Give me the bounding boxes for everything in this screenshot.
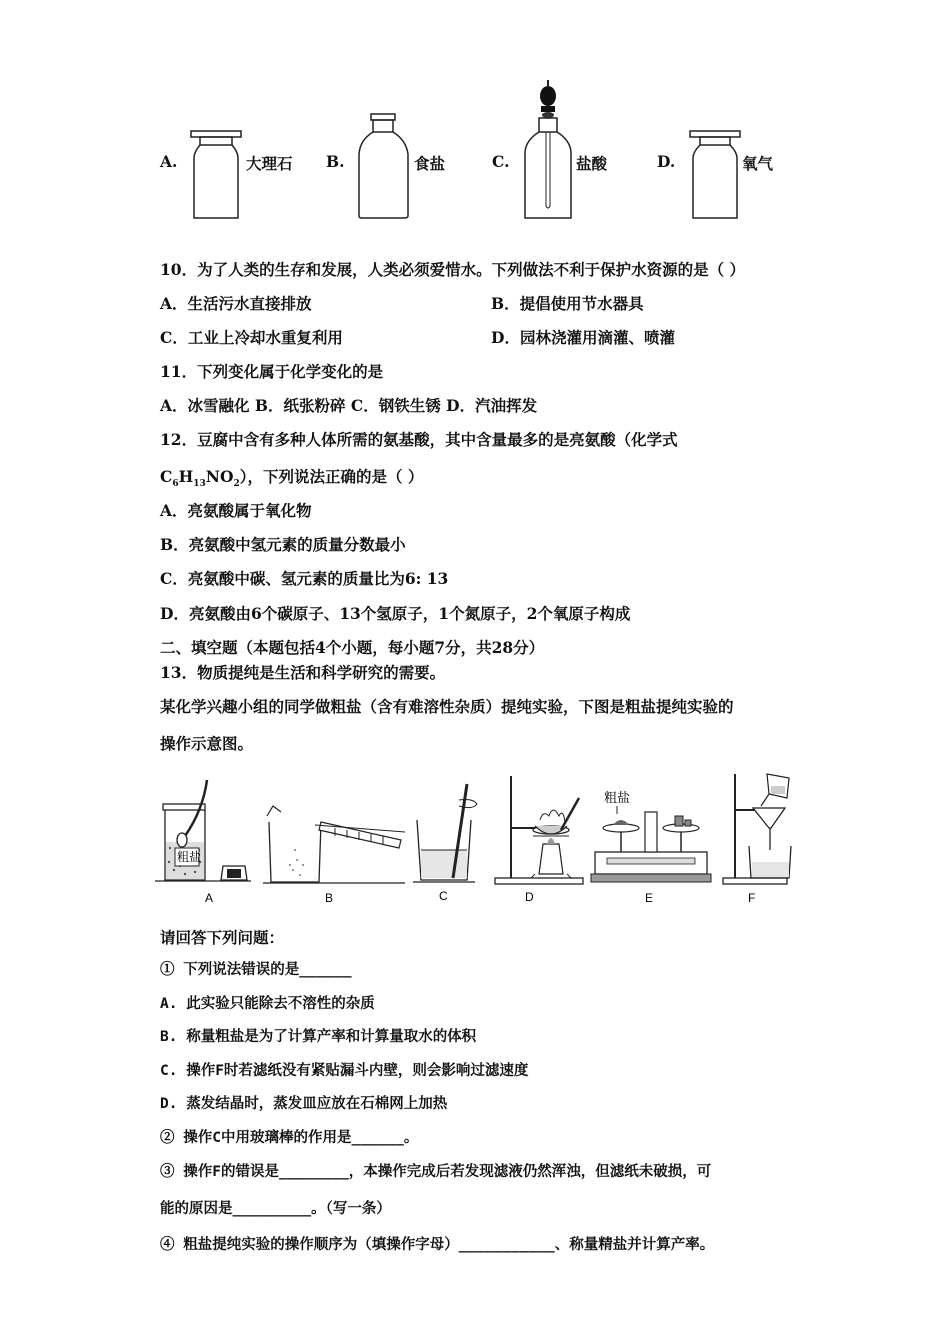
q13-part-1: ① 下列说法错误的是______ (160, 962, 352, 978)
q12-option-a: A．亮氨酸属于氧化物 (160, 501, 312, 520)
option-name-d: 氧气 (742, 154, 774, 173)
q12-stem: 12．豆腐中含有多种人体所需的氨基酸，其中含量最多的是亮氨酸（化学式 (160, 430, 678, 449)
formula-c-sub: 6 (172, 479, 179, 490)
option-name-b: 食盐 (414, 154, 446, 173)
q11-options: A．冰雪融化 B．纸张粉碎 C．钢铁生锈 D．汽油挥发 (160, 396, 538, 415)
formula-no: NO (205, 467, 234, 486)
q13-part-1-option-d: D. 蒸发结晶时，蒸发皿应放在石棉网上加热 (160, 1096, 448, 1112)
q12-option-b: B．亮氨酸中氢元素的质量分数最小 (160, 535, 406, 554)
q13-part-3-line-1: ③ 操作F的错误是________，本操作完成后若发现滤液仍然浑浊，但滤纸未破损，可 (160, 1164, 712, 1180)
q13-part-3-line-2: 能的原因是_________。（写一条） (160, 1201, 391, 1217)
q13-intro-2: 操作示意图。 (160, 734, 254, 753)
figure-label-b: B (325, 891, 334, 905)
q10-option-d: D．园林浇灌用滴灌、喷灌 (491, 328, 675, 347)
section-heading: 二、填空题（本题包括4个小题，每小题7分，共28分） (160, 638, 545, 657)
formula-c: C (160, 467, 173, 486)
q12-option-d: D．亮氨酸由6个碳原子、13个氢原子，1个氮原子，2个氧原子构成 (160, 604, 631, 623)
option-name-a: 大理石 (246, 154, 293, 173)
formula-h-sub: 13 (193, 479, 206, 490)
narrow-mouth-bottle-icon (356, 112, 412, 220)
gas-jar-icon (688, 128, 744, 220)
figure-d-evaporate-icon (495, 776, 583, 884)
q10-option-a: A．生活污水直接排放 (160, 294, 312, 313)
wide-mouth-bottle-icon (188, 128, 246, 220)
option-letter-c: C. (492, 152, 510, 171)
q13-part-1-option-c: C. 操作F时若滤纸没有紧贴漏斗内壁，则会影响过滤速度 (160, 1063, 529, 1079)
figure-label-d: D (525, 890, 534, 904)
q10-stem: 10．为了人类的生存和发展，人类必须爱惜水。下列做法不利于保护水资源的是（ ） (160, 260, 745, 279)
salt-purification-figure (155, 770, 795, 910)
figure-label-e: E (645, 891, 654, 905)
figure-a-jar-icon (163, 780, 247, 880)
formula-h: H (178, 467, 194, 486)
option-letter-b: B. (326, 152, 345, 171)
q13-part-1-option-a: A. 此实验只能除去不溶性的杂质 (160, 996, 375, 1012)
option-name-c: 盐酸 (576, 154, 608, 173)
q10-option-c: C．工业上冷却水重复利用 (160, 328, 343, 347)
q10-option-b: B．提倡使用节水器具 (491, 294, 644, 313)
q13-part-2: ② 操作C中用玻璃棒的作用是______。 (160, 1130, 419, 1146)
q13-prompt: 请回答下列问题： (160, 928, 285, 947)
figure-c-dissolve-icon (417, 784, 477, 880)
balance-label: 粗盐 (604, 791, 631, 806)
figure-label-c: C (439, 889, 448, 903)
figure-f-filter-icon (723, 774, 791, 884)
q13-stem: 13．物质提纯是生活和科学研究的需要。 (160, 663, 446, 682)
q13-part-1-option-b: B. 称量粗盐是为了计算产率和计算量取水的体积 (160, 1029, 477, 1045)
q12-option-c: C．亮氨酸中碳、氢元素的质量比为6: 13 (160, 569, 449, 588)
q13-intro-1: 某化学兴趣小组的同学做粗盐（含有难溶性杂质）提纯实验，下图是粗盐提纯实验的 (160, 697, 734, 716)
figure-b-pour-water-icon (267, 806, 405, 882)
figure-label-f: F (748, 891, 756, 905)
q12-formula-line (160, 466, 423, 495)
figure-e-balance-icon (591, 806, 711, 882)
option-letter-a: A. (160, 152, 178, 171)
q11-stem: 11．下列变化属于化学变化的是 (160, 362, 384, 381)
dropper-bottle-icon (522, 78, 574, 220)
q13-part-4: ④ 粗盐提纯实验的操作顺序为（填操作字母）___________、称量精盐并计算产率。 (160, 1237, 715, 1253)
jar-label: 粗盐 (177, 850, 202, 864)
option-letter-d: D. (657, 152, 676, 171)
figure-label-a: A (205, 891, 214, 905)
q12-stem-2: ），下列说法正确的是（ ） (239, 467, 424, 486)
formula-o-sub: 2 (233, 479, 240, 490)
